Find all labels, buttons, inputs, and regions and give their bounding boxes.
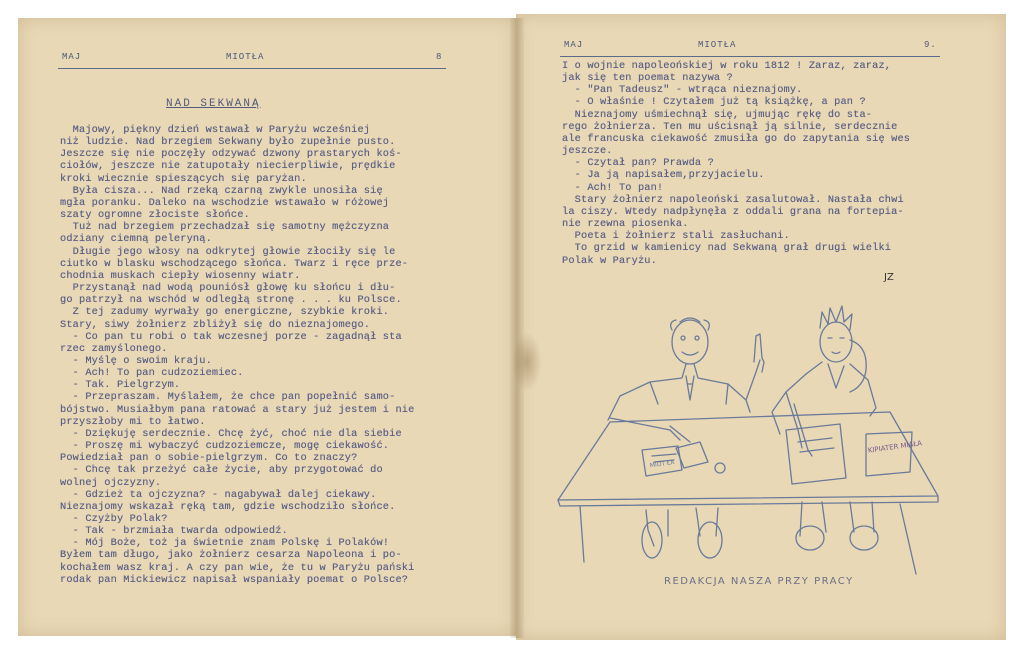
editorial-team-drawing bbox=[550, 300, 950, 580]
story-title: NAD SEKWANĄ bbox=[166, 98, 261, 110]
table-leg-right bbox=[900, 504, 916, 574]
left-man-body bbox=[608, 364, 750, 420]
table-leg-left bbox=[580, 506, 584, 562]
left-header-page-number: 8 bbox=[436, 52, 443, 62]
left-header-title: MIOTŁA bbox=[226, 52, 265, 62]
quill-pen bbox=[794, 404, 812, 456]
right-header-title: MIOTŁA bbox=[698, 40, 737, 50]
inkwell bbox=[715, 463, 725, 473]
left-man-head bbox=[672, 320, 708, 364]
note-label: MIOT ŁA bbox=[649, 459, 675, 470]
drawing-caption: REDAKCJA NASZA PRZY PRACY bbox=[664, 576, 854, 587]
right-man-hair bbox=[820, 306, 852, 330]
right-page-header bbox=[560, 40, 940, 57]
right-header-month: MAJ bbox=[564, 40, 584, 50]
table-top bbox=[558, 412, 938, 500]
right-man-head bbox=[820, 322, 852, 362]
sign-label: KIPIATER MIAŁA bbox=[867, 439, 923, 455]
left-man-raised-arm bbox=[746, 334, 764, 400]
left-page-header bbox=[58, 52, 446, 69]
book-gutter bbox=[510, 18, 524, 638]
right-header-page-number: 9. bbox=[924, 40, 937, 50]
right-page-body-text: I o wojnie napoleońskiej w roku 1812 ! Zaraz, zaraz, jak się ten poemat nazywa ? - "Pan Tadeusz" - wtrąca nieznajomy. - O właśnie ! Czytałem już tą książkę, a pan ? Nieznajomy uśmiechnął się, ujmując rękę do sta- rego żołnierza. Ten mu uścisnął ją silnie, serdecznie ale francuska ciekawość zmusiła go do zapytania się wes jeszcze. - Czytał pan? Prawda ? - Ja ją napisałem,przyjacielu. - Ach! To pan! Stary żołnierz napoleoński zasalutował. Nastała chwi la ciszy. Wtedy nadpłynęła z oddali grana na fortepia- nie rzewna piosenka. Poeta i żołnierz stali zasłuchani. To grzid w kamienicy nad Sekwaną grał drugi wielki Polak w Paryżu. bbox=[562, 60, 911, 267]
left-header-month: MAJ bbox=[62, 52, 82, 62]
right-paper bbox=[786, 424, 846, 484]
left-page-body-text: Majowy, piękny dzień wstawał w Paryżu wcześniej niż ludzie. Nad brzegiem Sekwany było zupełnie pusto. Jeszcze się nie poczęły odzywać dzwony prastarych koś- ciołów, jeszcze nie zatupotały niecierpliwie, prędkie kroki wiecznie spieszących się paryżan. Była cisza... Nad rzeką czarną zwykle unosiła się mgła poranku. Daleko na wschodzie wstawało w różowej szaty ogromne złociste słońce. Tuż nad brzegiem przechadzał się samotny mężczyzna odziany ciemną peleryną. Długie jego włosy na odkrytej głowie złociły się le ciutko w blasku wschodzącego słońca. Twarz i ręce prze- chodnia muskach ciepły wiosenny wiatr. Przystanął nad wodą pouniósł głowę ku słońcu i dłu- go patrzył na wschód w odległą stronę . . . ku Polsce. Z tej zadumy wyrwały go energiczne, szybkie kroki. Stary, siwy żołnierz zbliżył się do nieznajomego. - Co pan tu robi o tak wczesnej porze - zagadnął sta rzec zamyślonego. - Myślę o swoim kraju. - Ach! To pan cudzoziemiec. - Tak. Pielgrzym. - Przepraszam. Myślałem, że chce pan popełnić samo- bójstwo. Musiałbym pana ratować a stary już jestem i nie przyszłoby mi to łatwo. - Dziękuję serdecznie. Chcę żyć, choć nie dla siebie - Proszę mi wybaczyć cudzoziemcze, mogę ciekawość. Powiedział pan o sobie-pielgrzym. Co to znaczy? - Chcę tak przeżyć całe życie, aby przygotować do wolnej ojczyzny. - Gdzież ta ojczyzna? - nagabywał dalej ciekawy. Nieznajomy wskazał ręką tam, gdzie wschodziło słońce. - Czyżby Polak? - Tak - brzmiała twarda odpowiedź. - Mój Boże, toż ja świetnie znam Polskę i Polaków! Byłem tam długo, jako żołnierz cesarza Napoleona i po- kochałem wasz kraj. A czy pan wie, że tu w Paryżu pański rodak pan Mickiewicz napisał wspaniały poemat o Polsce? bbox=[60, 124, 415, 586]
paper-stain bbox=[512, 332, 542, 392]
author-initials: JZ bbox=[884, 272, 894, 283]
